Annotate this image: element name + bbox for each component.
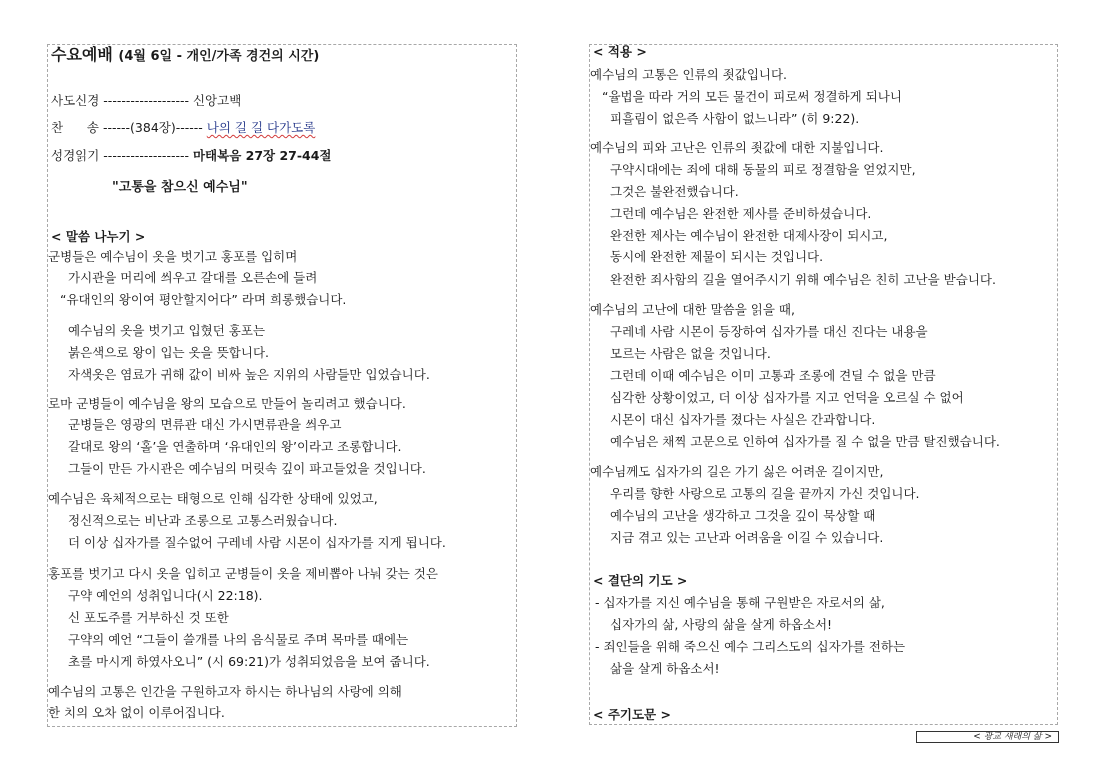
section-heading-lords-prayer: < 주기도문 > (593, 707, 671, 722)
sermon-title: "고통을 참으신 예수님" (112, 180, 248, 195)
body-line: “유대인의 왕이여 평안할지어다” 라며 희롱했습니다. (60, 292, 347, 307)
body-line: 예수님의 고난을 생각하고 그것을 깊이 묵상할 때 (610, 508, 876, 523)
creed-label: 사도신경 (51, 93, 100, 108)
body-line: 예수님은 채찍 고문으로 인하여 십자가를 질 수 없을 만큼 탈진했습니다. (610, 434, 1000, 449)
body-line: 예수님은 육체적으로는 태형으로 인해 심각한 상태에 있었고, (48, 491, 378, 506)
body-line: 우리를 향한 사랑으로 고통의 길을 끝까지 가신 것입니다. (610, 486, 920, 501)
body-line: 구레네 사람 시몬이 등장하여 십자가를 대신 진다는 내용을 (610, 324, 928, 339)
order-creed (51, 92, 241, 110)
body-line: 예수님의 고난에 대한 말씀을 읽을 때, (590, 302, 795, 317)
body-line: 구약 예언의 성취입니다(시 22:18). (68, 588, 263, 603)
prayer-line: - 죄인들을 위해 죽으신 예수 그리스도의 십자가를 전하는 (595, 639, 906, 654)
body-line: 완전한 제사는 예수님이 완전한 대제사장이 되시고, (610, 228, 888, 243)
reading-label: 성경읽기 (51, 148, 100, 163)
prayer-line: 삶을 살게 하옵소서! (610, 661, 720, 676)
reading-value: 마태복음 27장 27-44절 (192, 148, 332, 163)
body-line: 홍포를 벗기고 다시 옷을 입히고 군병들이 옷을 제비뽑아 나눠 갖는 것은 (48, 566, 438, 581)
body-line: 그런데 이때 예수님은 이미 고통과 조롱에 견딜 수 없을 만큼 (610, 368, 936, 383)
section-heading-apply: < 적용 > (593, 44, 647, 59)
body-line: 예수님의 고통은 인류의 죗값입니다. (590, 67, 788, 82)
title-subtitle: (4월 6일 - 개인/가족 경건의 시간) (118, 49, 320, 64)
body-line: 완전한 죄사함의 길을 열어주시기 위해 예수님은 친히 고난을 받습니다. (610, 272, 996, 287)
body-line: 구약시대에는 죄에 대해 동물의 피로 정결함을 얻었지만, (610, 162, 916, 177)
body-line: 모르는 사람은 없을 것입니다. (610, 346, 771, 361)
body-line: 붉은색으로 왕이 입는 옷을 뜻합니다. (68, 345, 269, 360)
body-line: 갈대로 왕의 ‘홀’을 연출하며 ‘유대인의 왕’이라고 조롱합니다. (68, 439, 402, 454)
order-hymn (51, 119, 315, 137)
page-title (51, 46, 319, 66)
right-column (589, 44, 1058, 725)
body-line: 그런데 예수님은 완전한 제사를 준비하셨습니다. (610, 206, 872, 221)
body-line: 피흘림이 없은즉 사함이 없느니라” (히 9:22). (610, 111, 860, 126)
body-line: 가시관을 머리에 씌우고 갈대를 오른손에 들려 (68, 270, 318, 285)
body-line: 예수님의 옷을 벗기고 입혔던 홍포는 (68, 323, 266, 338)
body-line: 자색옷은 염료가 귀해 값이 비싸 높은 지위의 사람들만 입었습니다. (68, 367, 430, 382)
title-main: 수요예배 (51, 45, 113, 64)
body-line: 군병들은 예수님이 옷을 벗기고 홍포를 입히며 (48, 249, 298, 264)
body-line: 그것은 불완전했습니다. (610, 184, 739, 199)
order-reading (51, 147, 332, 165)
body-line: 시몬이 대신 십자가를 졌다는 사실은 간과합니다. (610, 412, 876, 427)
body-line: 더 이상 십자가를 질수없어 구레네 사람 시몬이 십자가를 지게 됩니다. (68, 535, 446, 550)
hymn-dashes: ------(384장)------ (102, 120, 203, 135)
footer-label: < 광교 새래의 삶 > (916, 731, 1059, 743)
body-line: 동시에 완전한 제물이 되시는 것입니다. (610, 249, 824, 264)
reading-dashes: ------------------- (103, 148, 189, 163)
body-line: 심각한 상황이었고, 더 이상 십자가를 지고 언덕을 오르실 수 없어 (610, 390, 964, 405)
body-line: 지금 겪고 있는 고난과 어려움을 이길 수 있습니다. (610, 530, 884, 545)
prayer-line: 십자가의 삶, 사랑의 삶을 살게 하옵소서! (610, 617, 833, 632)
creed-dashes: ------------------- (103, 93, 189, 108)
prayer-line: - 십자가를 지신 예수님을 통해 구원받은 자로서의 삶, (595, 595, 885, 610)
left-column (47, 44, 517, 727)
body-line: “율법을 따라 거의 모든 물건이 피로써 정결하게 되나니 (602, 89, 902, 104)
body-line: 예수님의 고통은 인간을 구원하고자 하시는 하나님의 사랑에 의해 (48, 684, 402, 699)
body-line: 정신적으로는 비난과 조롱으로 고통스러웠습니다. (68, 513, 338, 528)
section-heading-prayer: < 결단의 기도 > (593, 573, 688, 588)
hymn-label: 찬 송 (51, 120, 99, 135)
body-line: 신 포도주를 거부하신 것 또한 (68, 610, 229, 625)
body-line: 예수님의 피와 고난은 인류의 죗값에 대한 지불입니다. (590, 140, 884, 155)
body-line: 예수님께도 십자가의 길은 가기 싫은 어려운 길이지만, (590, 464, 884, 479)
hymn-value: 나의 길 길 다가도록 (206, 120, 316, 135)
body-line: 구약의 예언 “그들이 쓸개를 나의 음식물로 주며 목마를 때에는 (68, 632, 409, 647)
creed-value: 신앙고백 (192, 93, 242, 108)
body-line: 초를 마시게 하였사오니” (시 69:21)가 성취되었음을 보여 줍니다. (68, 654, 430, 669)
body-line: 한 치의 오차 없이 이루어집니다. (48, 705, 225, 720)
body-line: 그들이 만든 가시관은 예수님의 머릿속 깊이 파고들었을 것입니다. (68, 461, 426, 476)
body-line: 로마 군병들이 예수님을 왕의 모습으로 만들어 놀리려고 했습니다. (48, 396, 406, 411)
body-line: 군병들은 영광의 면류관 대신 가시면류관을 씌우고 (68, 417, 342, 432)
section-heading-sharing: < 말씀 나누기 > (51, 229, 146, 244)
